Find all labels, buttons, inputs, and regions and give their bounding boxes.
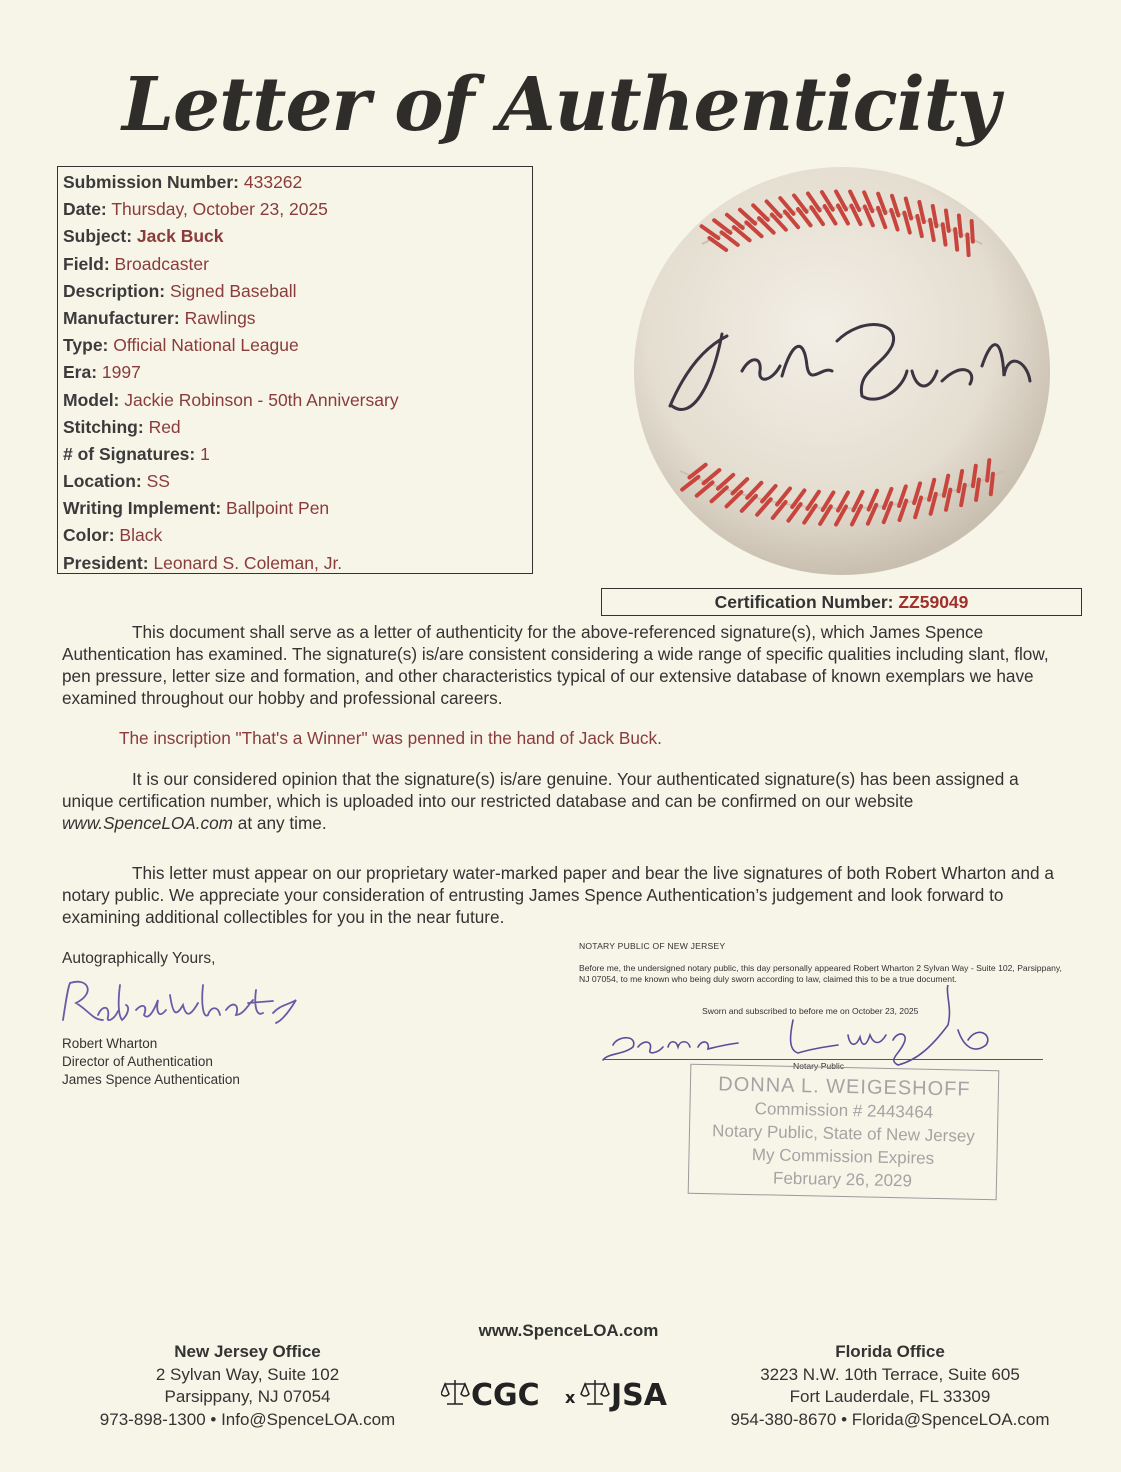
svg-text:x: x (565, 1388, 576, 1407)
svg-text:Donna L Weigeshoff: Donna L Weigeshoff (603, 1079, 621, 1081)
detail-value: Thursday, October 23, 2025 (111, 199, 328, 220)
page-title: Letter of Authenticity (122, 62, 999, 148)
stitch (967, 235, 968, 256)
detail-row (63, 441, 532, 468)
paragraph-opinion: It is our considered opinion that the signature(s) is/are genuine. Your authenticated signature(s) has been assigned a unique certification number, which is uploaded into our restricted database and can be confirmed on our website www.SpenceLOA.com at any time. (62, 769, 1019, 833)
detail-row (63, 196, 532, 223)
detail-label: Subject: (63, 226, 133, 247)
notary-stamp: DONNA L. WEIGESHOFF Commission # 2443464 Notary Public, State of New Jersey My Commission Expires February 26, 2029 (688, 1064, 1000, 1200)
detail-row (63, 387, 532, 414)
detail-value: Ballpoint Pen (226, 498, 330, 519)
signer-company: James Spence Authentication (62, 1072, 240, 1087)
detail-label: Submission Number: (63, 172, 239, 192)
detail-value: SS (146, 471, 170, 492)
detail-label: Color: (63, 525, 115, 546)
new-jersey-office: New Jersey Office 2 Sylvan Way, Suite 102 Parsippany, NJ 07054 973-898-1300 • Info@SpenceLOA.com (99, 1342, 396, 1429)
notary-signature-line (603, 1059, 1043, 1060)
closing-text: Autographically Yours, (62, 950, 216, 967)
svg-text:CGC: CGC (471, 1378, 540, 1413)
stitch (991, 474, 993, 494)
svg-text:JSA: JSA (611, 1378, 667, 1413)
florida-office: Florida Office 3223 N.W. 10th Terrace, Suite 605 Fort Lauderdale, FL 33309 954-380-8670 • Florida@SpenceLOA.com (730, 1342, 1050, 1429)
detail-value: Jack Buck (136, 226, 224, 247)
item-details-box (57, 166, 533, 574)
detail-value: Jackie Robinson - 50th Anniversary (124, 389, 399, 410)
detail-row (63, 305, 532, 332)
detail-value: Rawlings (184, 307, 256, 328)
stitch (943, 224, 946, 244)
stitch (987, 460, 989, 480)
sworn-statement: Sworn and subscribed to before me on October 23, 2025 (702, 1006, 919, 1016)
detail-row (63, 332, 532, 359)
stitch (955, 229, 957, 249)
signer-name: Robert Wharton (62, 1036, 158, 1051)
certification-number-box (601, 588, 1082, 616)
paragraph-inscription: The inscription "That's a Winner" was penned in the hand of Jack Buck. (119, 728, 662, 748)
detail-label: Type: (63, 335, 109, 356)
detail-label: Description: (63, 280, 166, 301)
detail-label: # of Signatures: (63, 443, 196, 464)
footer-website-link[interactable]: www.SpenceLOA.com (478, 1321, 659, 1340)
stitch (976, 480, 979, 500)
detail-label: Date: (63, 199, 107, 220)
svg-text:Robert Wharton: Robert Wharton (63, 1029, 78, 1031)
detail-value: 433262 (243, 172, 303, 192)
notary-heading: NOTARY PUBLIC OF NEW JERSEY (579, 941, 726, 951)
detail-value: Official National League (113, 335, 299, 356)
detail-value: Leonard S. Coleman, Jr. (153, 552, 343, 573)
detail-value: 1997 (101, 362, 141, 383)
robert-wharton-signature (58, 975, 303, 1035)
detail-row (63, 359, 532, 386)
detail-row (63, 550, 532, 577)
notary-statement: Before me, the undersigned notary public, this day personally appeared Robert Wharton 2 Sylvan Way - Suite 102, Parsippany, NJ 07054, to me known who being duly sworn according to law, claimed this to be a true document. (579, 963, 1062, 984)
detail-value: Signed Baseball (169, 280, 297, 301)
detail-value: Red (148, 416, 181, 437)
signer-block (62, 1035, 240, 1089)
detail-value: Broadcaster (114, 253, 209, 274)
certification-label: Certification Number: (714, 592, 894, 612)
detail-value: Black (119, 525, 163, 546)
stitch (973, 466, 976, 486)
paragraph-watermark: This letter must appear on our proprietary water-marked paper and bear the live signatures of both Robert Wharton and a notary public. We appreciate your consideration of entrusting James Spence Authentication’s judgement and look forward to examining additional collectibles for you in the near future. (62, 863, 1054, 927)
detail-label: Stitching: (63, 416, 144, 437)
detail-row (63, 169, 532, 196)
stitch (959, 216, 961, 236)
detail-row (63, 414, 532, 441)
detail-label: Model: (63, 389, 120, 410)
baseball-signature-text: Jack Buck (836, 395, 848, 397)
detail-label: Location: (63, 471, 142, 492)
paragraph-examination: This document shall serve as a letter of authenticity for the above-referenced signature(s), which James Spence Authentication has examined. The signature(s) is/are consistent considering a wide range of specific qualities including slant, flow, pen pressure, letter size and formation, and other characteristics typical of our extensive database of known exemplars we have examined throughout our hobby and professional careers. (62, 622, 1049, 708)
detail-label: Writing Implement: (63, 498, 222, 519)
stitch (972, 221, 973, 242)
detail-label: Manufacturer: (63, 307, 180, 328)
detail-row (63, 468, 532, 495)
cgc-jsa-logo (441, 1372, 701, 1414)
website-link[interactable]: www.SpenceLOA.com (62, 813, 233, 833)
notary-public-label: Notary Public (793, 1061, 845, 1071)
detail-label: Era: (63, 362, 98, 383)
detail-row (63, 495, 532, 522)
signer-title: Director of Authentication (62, 1054, 213, 1069)
detail-label: Field: (63, 253, 110, 274)
signed-baseball-image (632, 166, 1052, 576)
certification-number: ZZ59049 (898, 592, 969, 612)
detail-row (63, 251, 532, 278)
detail-row (63, 278, 532, 305)
stitch (946, 210, 949, 230)
detail-label: President: (63, 552, 149, 573)
svg-text:CGC x JSA: CGC x JSA (441, 1412, 452, 1414)
detail-row (63, 522, 532, 549)
detail-row (63, 223, 532, 250)
detail-value: 1 (200, 443, 210, 464)
